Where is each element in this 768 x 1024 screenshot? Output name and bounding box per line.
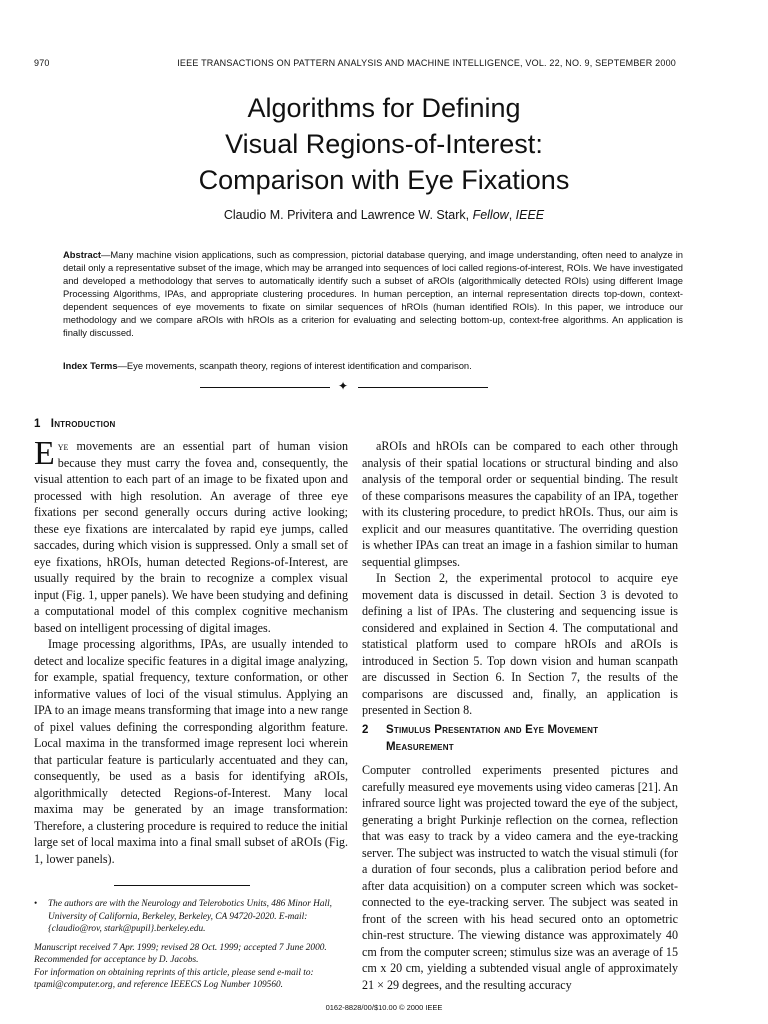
section-2-body xyxy=(362,762,678,993)
paper-title xyxy=(0,90,768,198)
section-2-paragraph-1: Computer controlled experiments presented pictures and carefully measured eye movements using video cameras [21]. An infrared source light was projected toward the eye of the subject, generating a bright Purkinje reflection on the cornea, reflection that was easy to track by a video camera and the eye-tracking server. The subject was instructed to watch the visual stimuli (for a duration of four seconds, plus a calibration period before and after data acquisition) on a computer screen which was socket-connected to the eye-tracking server. The subject was seated in front of the screen with his head secured onto an optometric chin-rest structure. The viewing distance was approximately 40 cm from the computer screen; stimulus size was an average of 15 cm x 20 cm, yielding a subtended visual angle of approximately 21 × 29 degrees, and the resulting accuracy xyxy=(362,763,679,992)
divider-line-left xyxy=(200,387,330,388)
index-terms xyxy=(63,360,683,371)
abstract-text: —Many machine vision applications, such as compression, pictorial database querying, and image understanding, often need to analyze in detail only a representative subset of the image, which may be arranged into sequences of loci called regions-of-interest, ROIs. We have investigated and developed a methodology that serves to automatically identify such a subset of aROIs (algorithmically detected ROIs) using different Image Processing Algorithms, IPAs, and appropriate clustering procedures. In human perception, an internal representation directs top-down, context-dependent sequences of eye movements to fixate on similar sequences of hROIs (human identified ROIs). In this paper, we introduce our methodology and we compare aROIs with hROIs as a criterion for evaluating and selecting bottom-up, context-free algorithms. An application is finally discussed. xyxy=(63,249,683,338)
section-1-number: 1 xyxy=(34,418,41,430)
footnote-rule xyxy=(114,885,250,886)
author-sep: , xyxy=(508,208,516,222)
copyright-line: 0162-8828/00/$10.00 © 2000 IEEE xyxy=(325,1003,443,1012)
intro-paragraph-4: In Section 2, the experimental protocol to acquire eye movement data is discussed in detail. Section 3 is devoted to defining a list of IPAs. The clustering and sequencing issue is considered and explained in Section 4. The computational and statistical platform used to compare hROIs and aROIs is introduced in Section 5. Top down vision and human scanpath are discussed in Section 6. In Section 7, the results of the comparisons are discussed and, finally, an application is presented in Section 8. xyxy=(362,571,678,717)
intro-paragraph-1 xyxy=(34,435,348,636)
section-2-title-line-1: Stimulus Presentation and Eye Movement xyxy=(386,724,599,736)
journal-header: IEEE TRANSACTIONS ON PATTERN ANALYSIS AND MACHINE INTELLIGENCE, VOL. 22, NO. 9, SEPTEMBER 2000 xyxy=(177,58,676,68)
bullet-icon: • xyxy=(34,899,38,909)
footnote-received: Manuscript received 7 Apr. 1999; revised 28 Oct. 1999; accepted 7 June 2000. Recommended for acceptance by D. Jacobs. xyxy=(34,942,327,965)
lead-in: ye xyxy=(57,439,69,453)
footnote-affiliation xyxy=(34,898,348,936)
section-2-number: 2 xyxy=(362,724,369,736)
section-1-title: Introduction xyxy=(50,418,116,430)
footnotes xyxy=(34,898,348,992)
section-1-heading xyxy=(34,418,116,430)
left-column xyxy=(34,435,348,867)
author-line xyxy=(0,208,768,222)
index-terms-label: Index Terms xyxy=(63,360,118,371)
index-terms-text: —Eye movements, scanpath theory, regions of interest identification and comparison. xyxy=(117,360,472,371)
intro-p1-text: movements are an essential part of human vision because they must carry the fovea and, consequently, the visual attention to each part of an image to be fixated upon and processed with high resolution. An average of three eye fixations per second generally occurs during active looking; these eye fixations are intercalated by rapid eye jumps, called saccades, during which vision is suppressed. Only a small set of eye fixations, hROIs, human detected Regions-of-Interest, are usually required by the brain to recognize a complex visual input (Fig. 1, upper panels). We have been studying and defining a computational model of this complex cognitive mechanism based on intelligent processing of digital images. xyxy=(34,439,348,635)
author-ieee: IEEE xyxy=(515,208,545,222)
abstract xyxy=(63,248,683,339)
section-2-title xyxy=(386,722,686,756)
divider-line-right xyxy=(358,387,488,388)
right-column xyxy=(362,438,678,719)
intro-paragraph-3: aROIs and hROIs can be compared to each other through analysis of their spatial locations or structural binding and also analysis of the temporal order or sequential binding. The result of these comparisons measures the capability of an IPA, together with its clustering procedure, to predict hROIs. Thus, our aim is explicit and our measures quantitative. The overriding question is whether IPAs can treat an image in a fashion similar to human sequential glimpses. xyxy=(362,439,678,569)
section-2-title-line-2: Measurement xyxy=(386,741,454,753)
footnote-affiliation-text: The authors are with the Neurology and Telerobotics Units, 486 Minor Hall, University of California, Berkeley, Berkeley, CA 94720-2020. E-mail: {claudio@rov, stark@pupil}.berkeley.edu. xyxy=(48,899,332,934)
page-number: 970 xyxy=(34,58,50,68)
title-line-3: Comparison with Eye Fixations xyxy=(198,165,570,195)
title-line-1: Algorithms for Defining xyxy=(247,93,521,123)
author-fellow: Fellow xyxy=(472,208,509,222)
title-line-2: Visual Regions-of-Interest: xyxy=(225,129,543,159)
intro-paragraph-2: Image processing algorithms, IPAs, are usually intended to detect and localize specific features in a digital image analyzing, for example, spatial frequency, texture conformation, or other informative values of loci of the visual stimulus. Applying an IPA to an image means transforming that image into a new range of pixel values defining the corresponding algorithm feature. Local maxima in the transformed image represent loci wherein that particular feature is particularly accentuated and they can, consequently, be used as a basis for identifying aROIs, algorithmically detected Regions-of-Interest. Many local maxima may be generated by an image transformation: Therefore, a clustering procedure is required to reduce the initial large set of local maxima into a final small subset of aROIs (Fig. 1, lower panels). xyxy=(34,637,348,866)
abstract-label: Abstract xyxy=(63,249,102,260)
section-divider xyxy=(200,380,488,394)
footnote-reprints: For information on obtaining reprints of this article, please send e-mail to: tpami@computer.org, and reference IEEECS Log Number 109560. xyxy=(34,967,314,990)
divider-diamond-icon: ✦ xyxy=(338,379,349,393)
drop-cap: E xyxy=(34,435,55,472)
author-names: Claudio M. Privitera and Lawrence W. Stark, xyxy=(223,208,473,222)
